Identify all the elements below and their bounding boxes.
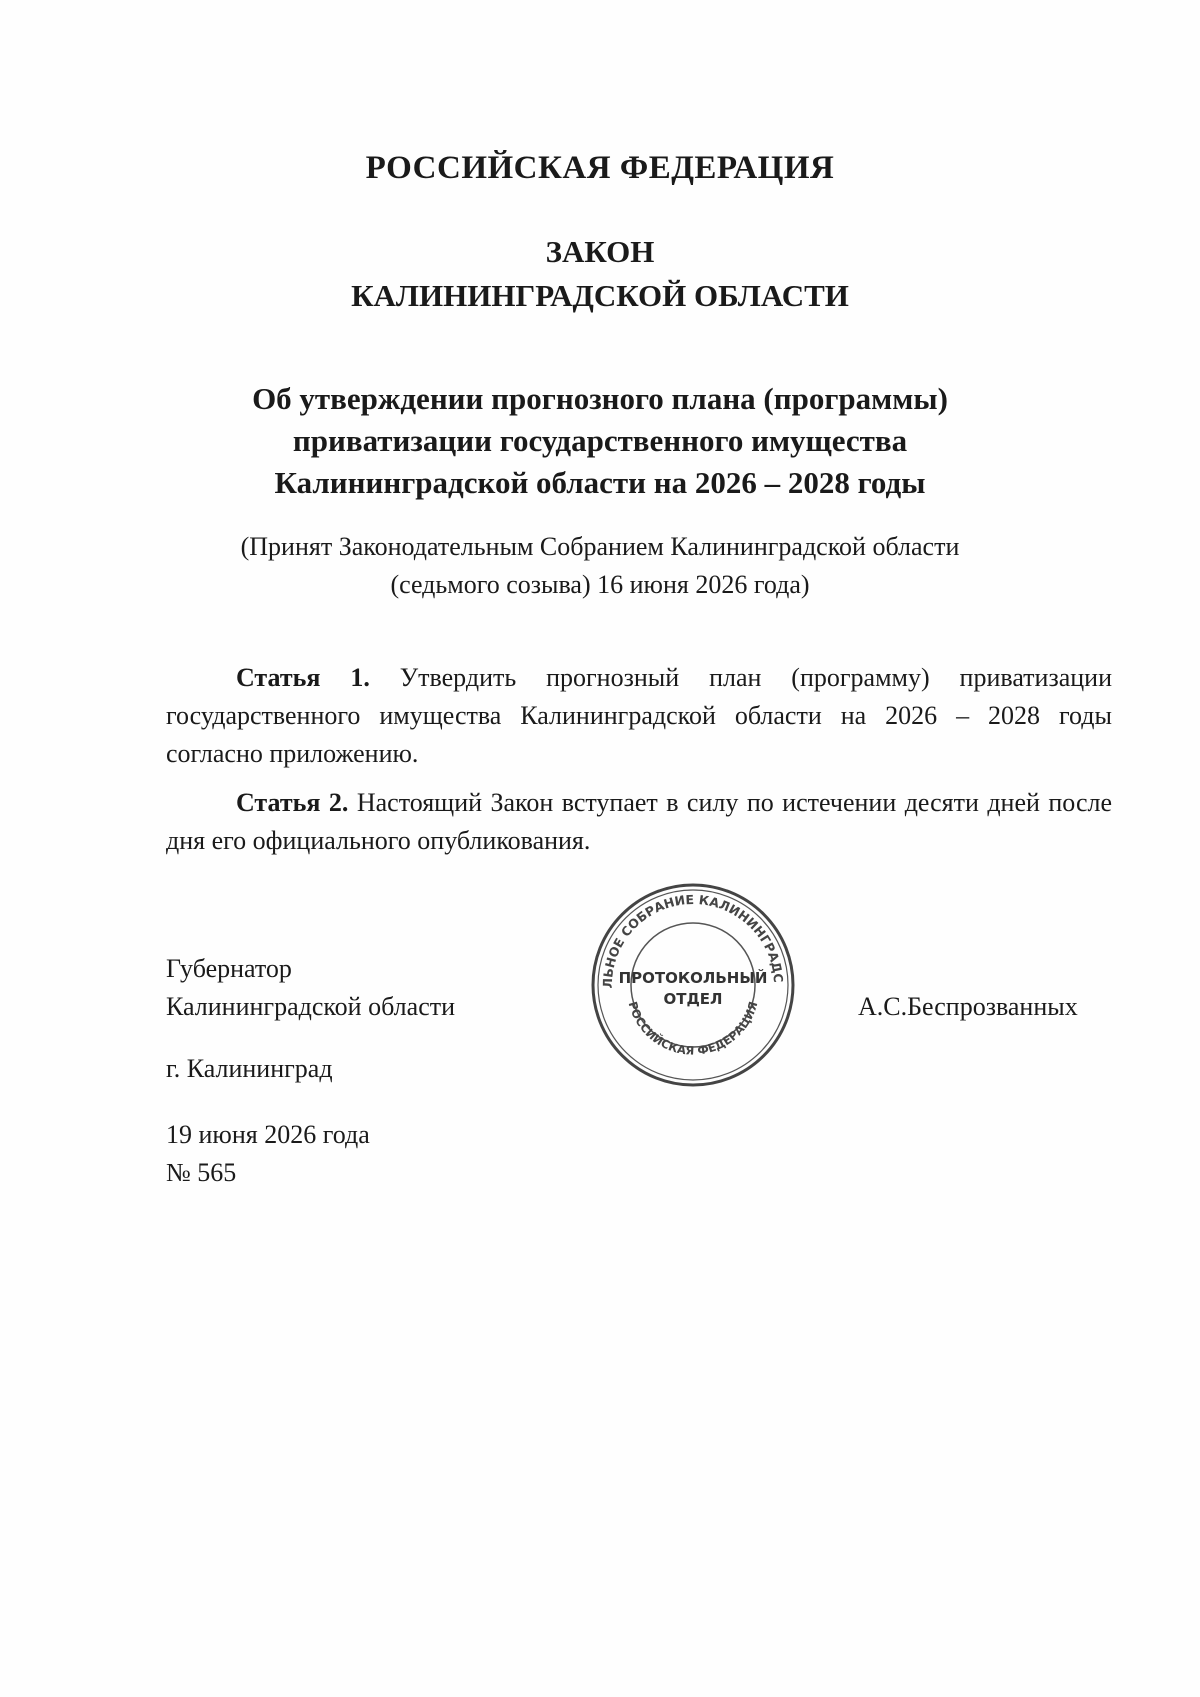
article-text: Настоящий Закон вступает в силу по истечении десяти дней после дня его официального опубликования. <box>166 788 1112 855</box>
article-2 <box>166 784 1112 860</box>
stamp-bottom-text: РОССИЙСКАЯ ФЕДЕРАЦИЯ <box>625 999 761 1058</box>
subject-line: Калининградской области на 2026 – 2028 годы <box>274 465 926 500</box>
subject-line: приватизации государственного имущества <box>292 423 908 458</box>
signing-date: 19 июня 2026 года <box>166 1120 370 1149</box>
article-1 <box>166 659 1112 773</box>
law-subject <box>0 378 1200 504</box>
region-name: КАЛИНИНГРАДСКОЙ ОБЛАСТИ <box>351 278 849 313</box>
article-label: Статья 1. <box>236 663 370 692</box>
article-text: Утвердить прогнозный план (программу) приватизации государственного имущества Калининградской области на 2026 – 2028 годы согласно приложению. <box>166 663 1113 768</box>
signatory-title-line: Губернатор <box>166 954 292 983</box>
stamp-outer-text: ЛЬНОЕ СОБРАНИЕ КАЛИНИНГРАДС <box>599 891 787 989</box>
subject-line: Об утверждении прогнозного плана (программы) <box>252 381 948 416</box>
signatory-title <box>166 950 455 1026</box>
stamp-inner-line: ОТДЕЛ <box>663 990 723 1008</box>
adoption-line: (Принят Законодательным Собранием Калининградской области <box>240 532 960 561</box>
signatory-title-line: Калининградской области <box>166 992 456 1021</box>
svg-text:РОССИЙСКАЯ ФЕДЕРАЦИЯ <box>626 1000 761 1058</box>
adoption-note <box>0 528 1200 604</box>
stamp-inner-line: ПРОТОКОЛЬНЫЙ <box>618 969 768 987</box>
adoption-line: (седьмого созыва) 16 июня 2026 года) <box>390 570 810 599</box>
doc-type: ЗАКОН <box>545 234 655 269</box>
country-heading: РОССИЙСКАЯ ФЕДЕРАЦИЯ <box>365 150 835 186</box>
signatory-name: А.С.Беспрозванных <box>858 992 1078 1021</box>
article-label: Статья 2. <box>236 788 349 817</box>
law-heading <box>0 230 1200 318</box>
place: г. Калининград <box>166 1054 333 1083</box>
official-stamp <box>588 880 798 1090</box>
law-number: № 565 <box>166 1158 237 1187</box>
